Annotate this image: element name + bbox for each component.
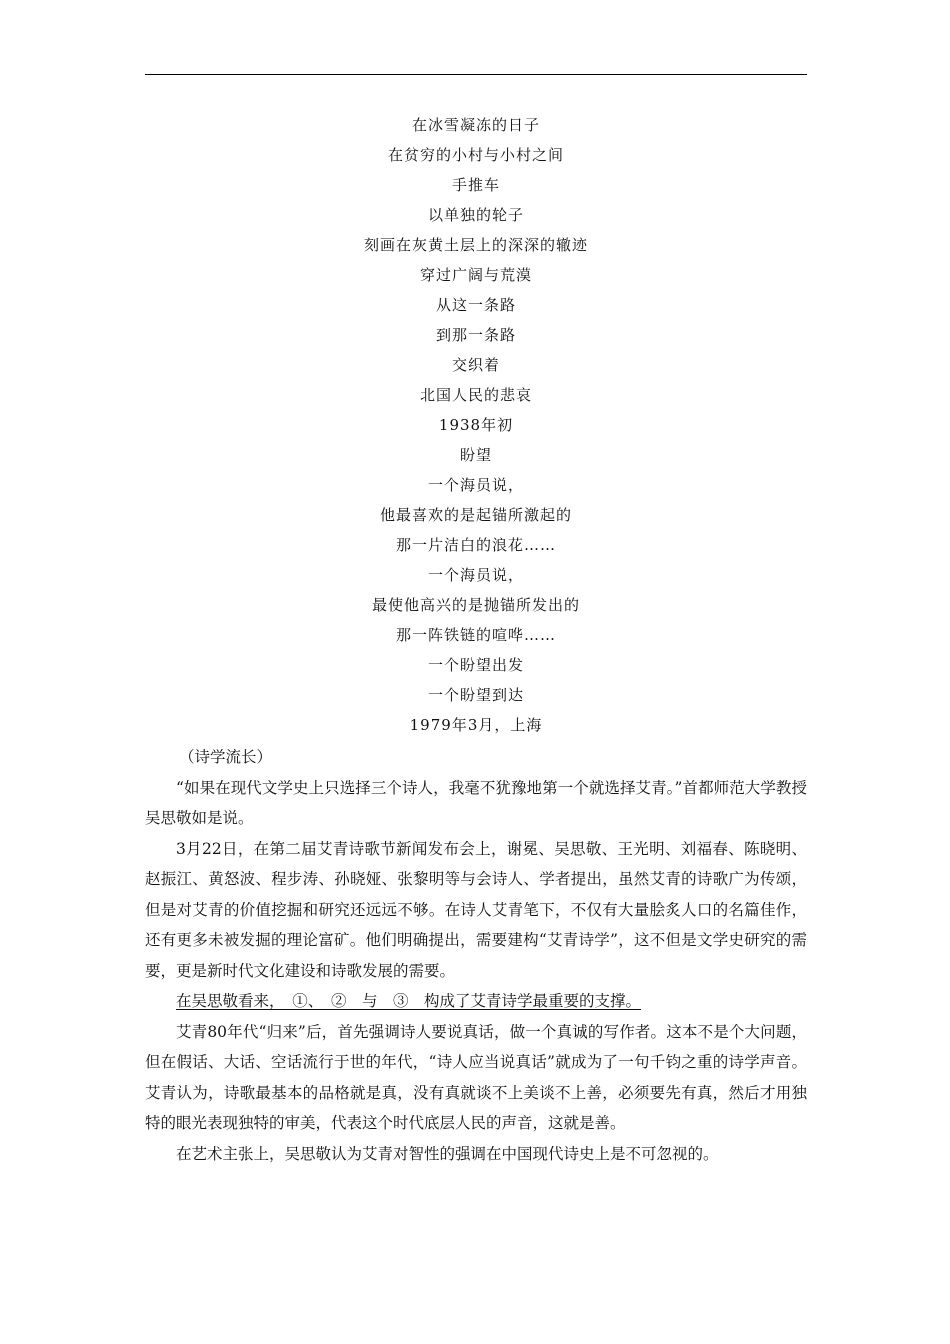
paragraph-underlined-question [145, 986, 807, 1017]
paragraph-press-conference: 3月22日，在第二届艾青诗歌节新闻发布会上，谢冕、吴思敬、王光明、刘福春、陈晓明、赵振江、黄怒波、程步涛、孙晓娅、张黎明等与会诗人、学者提出，虽然艾青的诗歌广为传颂，但是对艾青的价值挖掘和研究还远远不够。在诗人艾青笔下，不仅有大量脍炙人口的名篇佳作，还有更多未被发掘的理论富矿。他们明确提出，需要建构“艾青诗学”，这不但是文学史研究的需要，更是新时代文化建设和诗歌发展的需要。 [145, 839, 807, 980]
poem-line: 在冰雪凝冻的日子 [411, 116, 540, 134]
poem-line: 在贫穷的小村与小村之间 [387, 146, 564, 164]
poem-line: 最使他高兴的是抛锚所发出的 [371, 596, 580, 614]
poem-block [145, 110, 807, 740]
poem-line: 一个盼望出发 [427, 656, 524, 674]
poem-line: 他最喜欢的是起锚所激起的 [379, 506, 572, 524]
poem-line: 以单独的轮子 [427, 206, 524, 224]
section-heading: （诗学流长） [179, 748, 273, 766]
poem-line: 那一片洁白的浪花…… [395, 536, 556, 554]
paragraph-quote: “如果在现代文学史上只选择三个诗人，我毫不犹豫地第一个就选择艾青。”首都师范大学教授吴思敬如是说。 [145, 778, 807, 827]
poem-line: 手推车 [451, 176, 500, 194]
poem-line: 一个海员说， [427, 476, 524, 494]
poem-line: 1938年初 [438, 416, 514, 434]
poem-line: 盼望 [459, 446, 492, 464]
poem-line: 那一阵铁链的喧哗…… [395, 626, 556, 644]
poem-line: 到那一条路 [435, 326, 516, 344]
poem-line: 一个海员说， [427, 566, 524, 584]
paragraph-art: 在艺术主张上，吴思敬认为艾青对智性的强调在中国现代诗史上是不可忽视的。 [176, 1144, 719, 1163]
poem-line: 刻画在灰黄土层上的深深的辙迹 [363, 236, 588, 254]
poem-line: 1979年3月，上海 [409, 716, 543, 734]
poem-line: 一个盼望到达 [427, 686, 524, 704]
poem-line: 穿过广阔与荒漠 [419, 266, 532, 284]
poem-line: 交织着 [451, 356, 500, 374]
article-body [145, 742, 807, 1169]
poem-line: 北国人民的悲哀 [419, 386, 532, 404]
header-rule [145, 74, 807, 75]
poem-line: 从这一条路 [435, 296, 516, 314]
paragraph-truth: 艾青80年代“归来”后，首先强调诗人要说真话，做一个真诚的写作者。这本不是个大问题，但在假话、大话、空话流行于世的年代，“诗人应当说真话”就成为了一句千钧之重的诗学声音。艾青认为，诗歌最基本的品格就是真，没有真就谈不上美谈不上善，必须要先有真，然后才用独特的眼光表现独特的审美，代表这个时代底层人民的声音，这就是善。 [145, 1022, 807, 1132]
underlined-sentence: 在吴思敬看来， ①、 ② 与 ③ 构成了艾青诗学最重要的支撑。 [176, 992, 642, 1010]
